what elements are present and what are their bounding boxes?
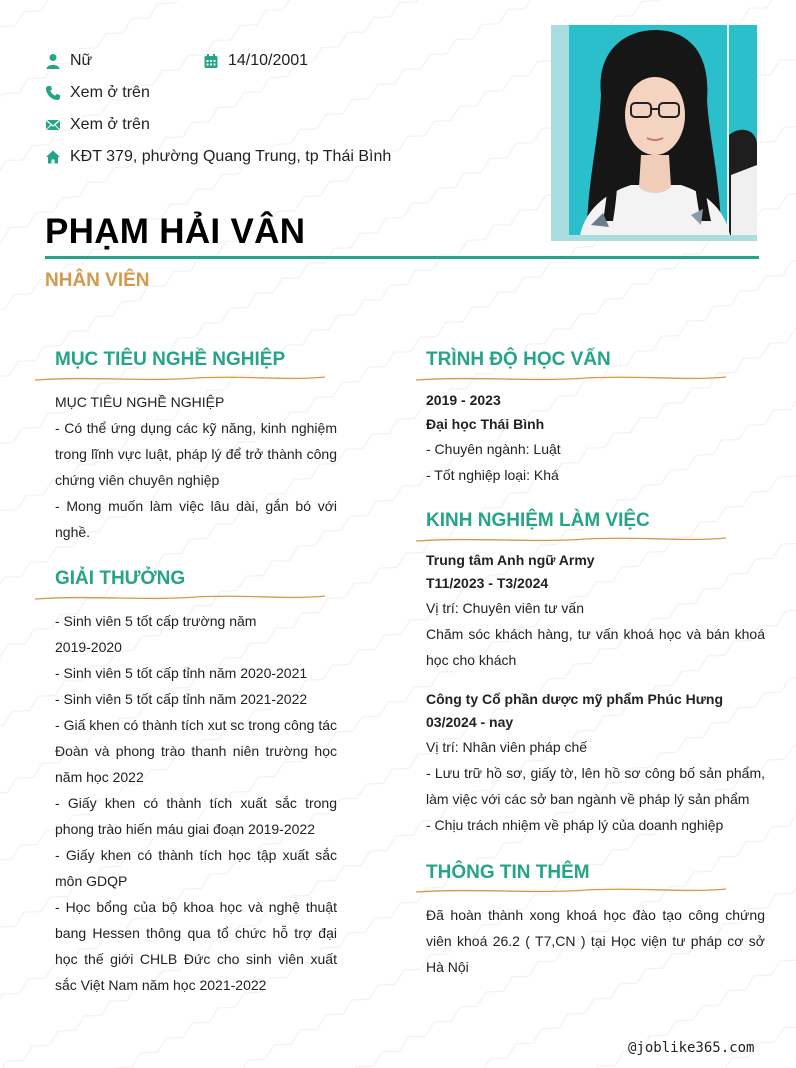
job-detail: Chăm sóc khách hàng, tư vấn khoá học và bán khoá học cho khách <box>426 626 765 668</box>
award-item: - Giấy khen có thành tích xuất sắc trong phong trào hiến máu giai đoạn 2019-2022 <box>55 795 337 837</box>
section-underline <box>416 535 726 545</box>
email-value: Xem ở trên <box>70 116 150 133</box>
education-period: 2019 - 2023 <box>426 392 501 408</box>
section-underline <box>416 374 726 384</box>
section-underline <box>35 374 325 384</box>
contact-phone <box>45 84 150 102</box>
photo-frame <box>551 25 757 241</box>
section-awards-title: GIẢI THƯỞNG <box>55 568 186 589</box>
objective-line: MỤC TIÊU NGHỀ NGHIỆP <box>55 394 225 410</box>
job-company: Trung tâm Anh ngữ Army <box>426 552 595 568</box>
section-objective-title: MỤC TIÊU NGHỀ NGHIỆP <box>55 349 286 370</box>
experience-job-2 <box>426 688 765 838</box>
birthdate-value: 14/10/2001 <box>228 52 309 69</box>
extra-text: Đã hoàn thành xong khoá học đào tạo công chứng viên khoá 26.2 ( T7,CN ) tại Học viện tư pháp cơ sở Hà Nội <box>426 907 765 975</box>
award-item: - Giấ khen có thành tích xut sc trong công tác Đoàn và phong trào thanh niên trường học năm học 2022 <box>55 717 337 785</box>
extra-body <box>426 902 765 980</box>
address-value: KĐT 379, phường Quang Trung, tp Thái Bình <box>70 148 392 165</box>
job-period: 03/2024 - nay <box>426 714 514 730</box>
experience-job-1 <box>426 549 765 673</box>
calendar-icon <box>203 53 219 69</box>
section-experience-title: KINH NGHIỆM LÀM VIỆC <box>426 510 650 531</box>
award-item: - Học bổng của bộ khoa học và nghệ thuật bang Hessen thông qua tổ chức hỗ trợ đại học thế giới CHLB Đức cho sinh viên xuất sắc Việt Nam năm học 2021-2022 <box>55 899 337 993</box>
job-position: Vị trí: Nhân viên pháp chế <box>426 739 588 755</box>
objective-line: - Mong muốn làm việc lâu dài, gắn bó với nghề. <box>55 498 337 540</box>
name-divider <box>45 256 759 259</box>
education-body <box>426 388 766 488</box>
envelope-icon <box>45 117 61 133</box>
contact-gender <box>45 52 92 70</box>
section-extra-title: THÔNG TIN THÊM <box>426 862 590 883</box>
section-education-title: TRÌNH ĐỘ HỌC VẤN <box>426 349 611 370</box>
contact-address <box>45 148 391 166</box>
objective-body <box>55 389 337 545</box>
job-position: Vị trí: Chuyên viên tư vấn <box>426 600 584 616</box>
objective-line: - Có thể ứng dụng các kỹ năng, kinh nghiệm trong lĩnh vực luật, pháp lý để trở thành công chứng viên chuyên nghiệp <box>55 420 337 488</box>
contact-email <box>45 116 150 134</box>
contact-birthdate <box>203 52 308 70</box>
award-item: - Sinh viên 5 tốt cấp trường năm 2019-2020 <box>55 613 257 655</box>
section-underline <box>35 593 325 603</box>
job-detail: - Lưu trữ hồ sơ, giấy tờ, lên hồ sơ công bố sản phẩm, làm việc với các sở ban ngành về pháp lý sản phẩm <box>426 765 765 807</box>
watermark-text: @joblike365.com <box>628 1040 755 1056</box>
section-underline <box>416 886 726 896</box>
awards-body <box>55 608 337 998</box>
education-grade: - Tốt nghiệp loại: Khá <box>426 467 559 483</box>
job-company: Công ty Cổ phần dược mỹ phẩm Phúc Hưng <box>426 691 724 707</box>
award-item: - Sinh viên 5 tốt cấp tỉnh năm 2020-2021 <box>55 665 308 681</box>
award-item: - Sinh viên 5 tốt cấp tỉnh năm 2021-2022 <box>55 691 308 707</box>
education-school: Đại học Thái Bình <box>426 416 545 432</box>
award-item: - Giấy khen có thành tích học tập xuất sắc môn GDQP <box>55 847 337 889</box>
phone-value: Xem ở trên <box>70 84 150 101</box>
job-detail: - Chịu trách nhiệm về pháp lý của doanh nghiệp <box>426 817 724 833</box>
education-major: - Chuyên ngành: Luật <box>426 441 561 457</box>
home-icon <box>45 149 61 165</box>
candidate-title: NHÂN VIÊN <box>45 270 150 291</box>
job-period: T11/2023 - T3/2024 <box>426 575 549 591</box>
candidate-name: PHẠM HẢI VÂN <box>45 212 306 251</box>
gender-value: Nữ <box>70 52 93 69</box>
phone-icon <box>45 85 61 101</box>
user-icon <box>45 53 61 69</box>
